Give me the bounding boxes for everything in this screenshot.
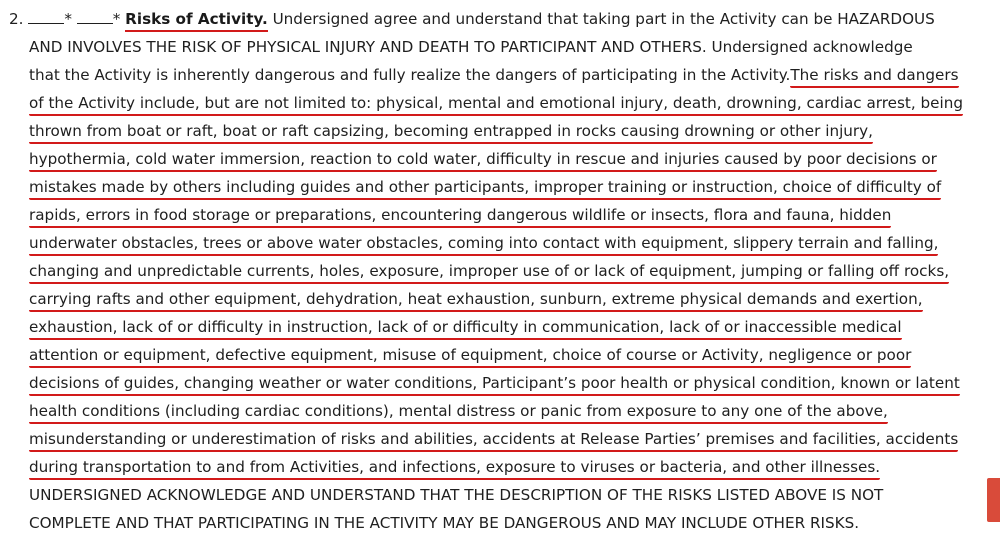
section-line-19	[29, 509, 859, 537]
section-text: Undersigned agree and understand that taking part in the Activity can be HAZARDOUS	[272, 10, 935, 28]
section-line-8	[29, 201, 891, 229]
section-line-3	[29, 61, 959, 89]
highlighted-risk-text: mistakes made by others including guides and other participants, improper training or instruction, choice of difficulty of	[29, 176, 941, 200]
side-feedback-tab[interactable]	[987, 478, 1000, 522]
highlighted-risk-text: hypothermia, cold water immersion, reaction to cold water, difficulty in rescue and injuries caused by poor decisions or	[29, 148, 937, 172]
highlighted-risk-text: underwater obstacles, trees or above water obstacles, coming into contact with equipment, slippery terrain and falling,	[29, 232, 938, 256]
highlighted-risk-text: misunderstanding or underestimation of risks and abilities, accidents at Release Parties’ premises and facilities, accidents	[29, 428, 958, 452]
section-number: 2.	[9, 10, 24, 28]
section-line-1	[9, 5, 935, 33]
highlighted-risk-text: thrown from boat or raft, boat or raft capsizing, becoming entrapped in rocks causing drowning or other injury,	[29, 120, 873, 144]
initial-blank-2[interactable]	[77, 9, 113, 24]
section-line-5	[29, 117, 873, 145]
section-line-16	[29, 425, 958, 453]
section-line-4	[29, 89, 963, 117]
highlighted-risk-text: decisions of guides, changing weather or water conditions, Participant’s poor health or physical condition, known or latent	[29, 372, 960, 396]
highlighted-risk-text: exhaustion, lack of or difficulty in instruction, lack of or difficulty in communication, lack of or inaccessible medical	[29, 316, 902, 340]
highlighted-risk-text: of the Activity include, but are not limited to: physical, mental and emotional injury, death, drowning, cardiac arrest, being	[29, 92, 963, 116]
section-line-7	[29, 173, 941, 201]
section-line-12	[29, 313, 902, 341]
section-line-2	[29, 33, 913, 61]
highlighted-risk-text: The risks and dangers	[790, 64, 958, 88]
section-text: that the Activity is inherently dangerous and fully realize the dangers of participating in the Activity.	[29, 66, 791, 84]
highlighted-risk-text: changing and unpredictable currents, holes, exposure, improper use of or lack of equipment, jumping or falling off rocks,	[29, 260, 949, 284]
section-text: COMPLETE AND THAT PARTICIPATING IN THE ACTIVITY MAY BE DANGEROUS AND MAY INCLUDE OTHER RISKS.	[29, 514, 860, 532]
section-line-9	[29, 229, 938, 257]
highlighted-risk-text: health conditions (including cardiac conditions), mental distress or panic from exposure to any one of the above,	[29, 400, 888, 424]
section-line-17	[29, 453, 880, 481]
section-line-15	[29, 397, 888, 425]
section-line-6	[29, 145, 937, 173]
section-heading-underline	[125, 8, 268, 32]
required-star-1: *	[64, 10, 72, 28]
section-line-14	[29, 369, 960, 397]
section-text: AND INVOLVES THE RISK OF PHYSICAL INJURY AND DEATH TO PARTICIPANT AND OTHERS. Undersigned acknowledge	[29, 38, 913, 56]
initial-blank-1[interactable]	[28, 9, 64, 24]
section-line-13	[29, 341, 911, 369]
highlighted-risk-text: rapids, errors in food storage or preparations, encountering dangerous wildlife or insects, flora and fauna, hidden	[29, 204, 891, 228]
section-text: UNDERSIGNED ACKNOWLEDGE AND UNDERSTAND THAT THE DESCRIPTION OF THE RISKS LISTED ABOVE IS NOT	[29, 486, 884, 504]
highlighted-risk-text: during transportation to and from Activities, and infections, exposure to viruses or bacteria, and other illnesses.	[29, 456, 880, 480]
section-heading: Risks of Activity.	[125, 10, 268, 28]
highlighted-risk-text: carrying rafts and other equipment, dehydration, heat exhaustion, sunburn, extreme physical demands and exertion,	[29, 288, 923, 312]
required-star-2: *	[112, 10, 121, 28]
section-line-11	[29, 285, 923, 313]
highlighted-risk-text: attention or equipment, defective equipment, misuse of equipment, choice of course or Activity, negligence or poor	[29, 344, 911, 368]
section-line-18	[29, 481, 883, 509]
section-line-10	[29, 257, 949, 285]
